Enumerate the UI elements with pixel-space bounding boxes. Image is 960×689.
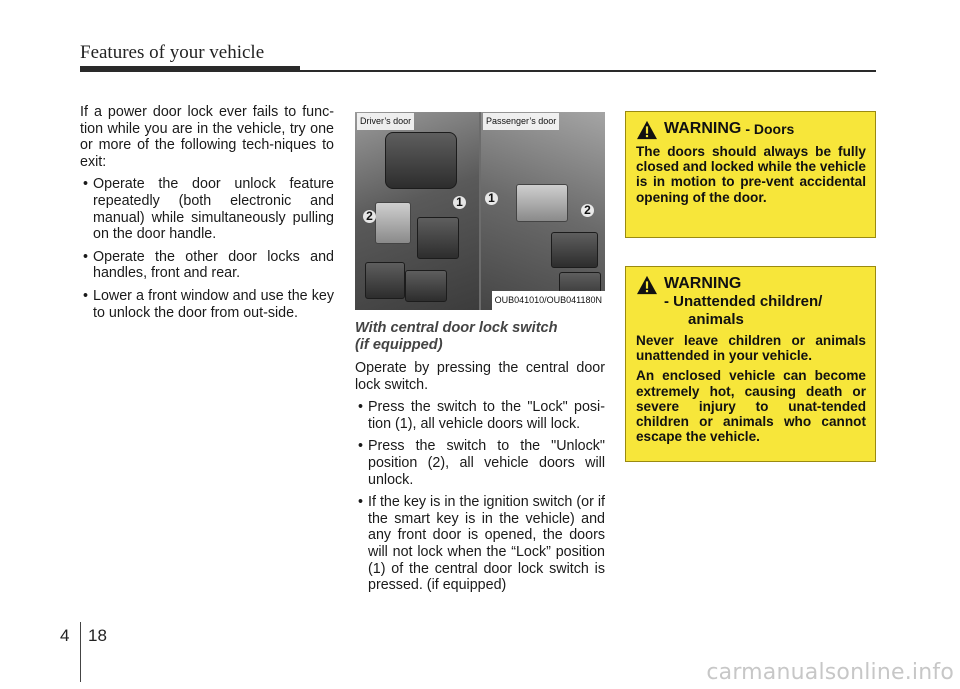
- header-rule-thin: [300, 70, 876, 72]
- warning-subtitle-line-2: animals: [688, 311, 744, 328]
- warning-text: The doors should always be fully closed and locked while the vehicle is in motion to pre-vent accidental opening of the door.: [636, 144, 866, 205]
- passengers-door-caption: Passenger’s door: [483, 113, 559, 130]
- warning-box-unattended: [625, 266, 876, 462]
- page-header-title: Features of your vehicle: [80, 42, 265, 63]
- warning-subtitle-line-1: - Unattended children/: [664, 293, 823, 310]
- central-lock-list: [355, 399, 605, 594]
- exit-techniques-list: [80, 176, 334, 321]
- footer-divider: [80, 622, 81, 682]
- warning-text-1: Never leave children or animals unattended in your vehicle.: [636, 333, 866, 364]
- warning-text-2: An enclosed vehicle can become extremely hot, causing death or severe injury to unat-tended children or animals who cannot escape the vehicle.: [636, 368, 866, 445]
- warning-label: WARNING: [664, 275, 742, 292]
- warning-subtitle: - Doors: [745, 121, 795, 137]
- list-item: • Press the switch to the "Lock" posi-tion (1), all vehicle doors will lock.: [355, 399, 605, 432]
- middle-column: [355, 112, 605, 600]
- window-switch-left-1: [365, 262, 405, 299]
- door-lock-switch-figure: [355, 112, 605, 310]
- window-switch-right-1: [551, 232, 598, 268]
- list-item: • If the key is in the ignition switch (or if the smart key is in the vehicle) and any front door is opened, the doors will not lock when the “Lock” position (1) of the central door lock switch is pressed. (if equipped): [355, 494, 605, 594]
- window-switch-left-2: [405, 270, 447, 302]
- central-lock-heading: [355, 320, 605, 354]
- heading-line-1: With central door lock switch: [355, 320, 558, 336]
- mirror-control: [385, 132, 457, 189]
- passengers-door-photo: [481, 112, 605, 310]
- callout-2-left: 2: [363, 210, 376, 223]
- warning-label: WARNING: [664, 120, 742, 137]
- list-item: • Operate the door unlock feature repeatedly (both electronic and manual) while simultaneously pulling on the door handle.: [80, 176, 334, 242]
- drivers-door-caption: Driver’s door: [357, 113, 414, 130]
- unlock-switch-left: [417, 217, 459, 259]
- list-item: • Operate the other door locks and handles, front and rear.: [80, 249, 334, 282]
- drivers-door-photo: [355, 112, 479, 310]
- header-rule-thick: [80, 66, 300, 72]
- lock-switch-left: [375, 202, 411, 244]
- warning-triangle-icon: [636, 120, 658, 140]
- warning-triangle-icon: [636, 275, 658, 295]
- list-item: • Press the switch to the "Unlock" position (2), all vehicle doors will unlock.: [355, 438, 605, 488]
- watermark: carmanualsonline.info: [706, 660, 954, 685]
- left-column: [80, 104, 334, 327]
- callout-1-left: 1: [453, 196, 466, 209]
- heading-line-2: (if equipped): [355, 337, 443, 353]
- warning-box-doors: [625, 111, 876, 238]
- page-number: 18: [88, 626, 107, 645]
- section-number: 4: [60, 626, 70, 645]
- callout-1-right: 1: [485, 192, 498, 205]
- figure-image-code: OUB041010/OUB041180N: [492, 291, 605, 310]
- intro-paragraph: If a power door lock ever fails to func-tion while you are in the vehicle, try one or more of the following tech-niques to exit:: [80, 104, 334, 170]
- central-lock-intro: Operate by pressing the central door lock switch.: [355, 360, 605, 393]
- lock-switch-right: [516, 184, 568, 222]
- callout-2-right: 2: [581, 204, 594, 217]
- list-item: • Lower a front window and use the key to unlock the door from out-side.: [80, 288, 334, 321]
